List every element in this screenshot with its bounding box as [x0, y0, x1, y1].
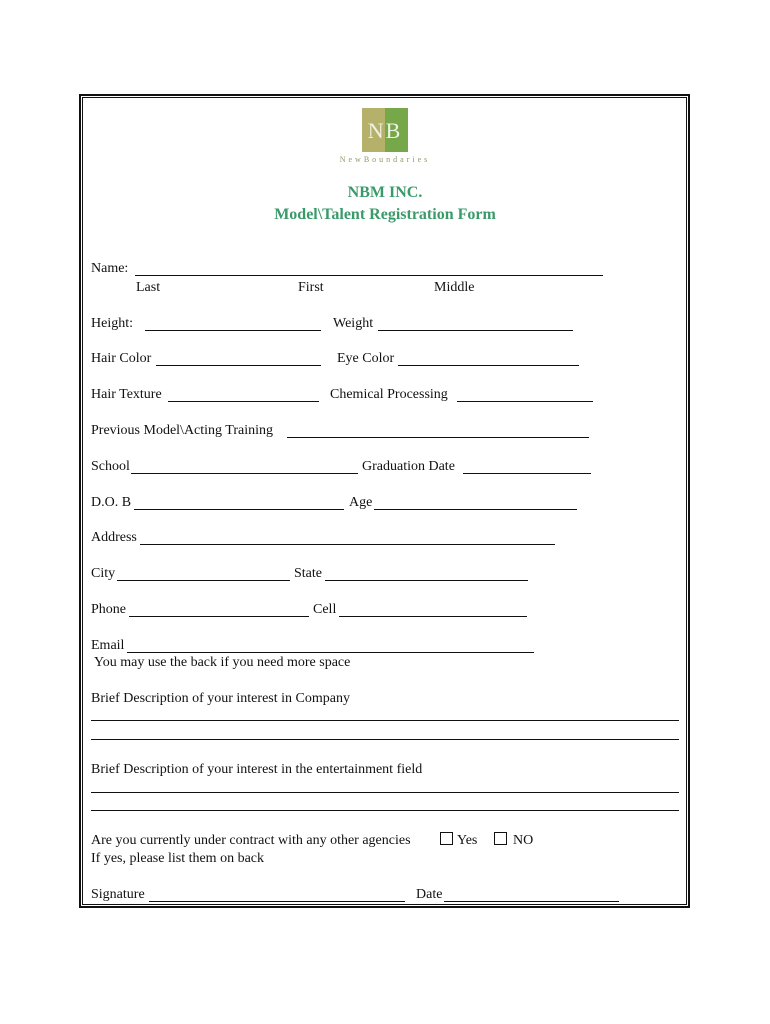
company-interest-label: Brief Description of your interest in Company [91, 691, 350, 706]
email-field[interactable] [127, 652, 534, 653]
name-field[interactable] [135, 275, 603, 276]
no-label: NO [513, 833, 534, 848]
phone-field[interactable] [129, 616, 309, 617]
name-middle-caption: Middle [434, 280, 475, 295]
weight-label: Weight [333, 316, 374, 331]
previous-training-label: Previous Model\Acting Training [91, 423, 274, 438]
chemical-processing-field[interactable] [457, 401, 593, 402]
date-field[interactable] [444, 901, 619, 902]
contract-question: Are you currently under contract with any other agencies [91, 833, 411, 848]
graduation-date-field[interactable] [463, 473, 591, 474]
hair-texture-field[interactable] [168, 401, 319, 402]
previous-training-field[interactable] [287, 437, 589, 438]
city-field[interactable] [117, 580, 290, 581]
school-field[interactable] [131, 473, 358, 474]
name-last-caption: Last [136, 280, 161, 295]
phone-label: Phone [91, 602, 126, 617]
yes-checkbox[interactable] [440, 832, 453, 845]
cell-field[interactable] [339, 616, 527, 617]
logo-tagline: NewBoundaries [339, 155, 431, 164]
state-field[interactable] [325, 580, 528, 581]
list-agencies-note: If yes, please list them on back [91, 851, 265, 866]
weight-field[interactable] [378, 330, 573, 331]
signature-field[interactable] [149, 901, 405, 902]
date-label: Date [416, 887, 443, 902]
city-label: City [91, 566, 116, 581]
logo-monogram: NB [367, 118, 403, 143]
state-label: State [294, 566, 322, 581]
hair-color-label: Hair Color [91, 351, 152, 366]
school-label: School [91, 459, 130, 474]
cell-label: Cell [313, 602, 337, 617]
height-label: Height: [91, 316, 133, 331]
yes-label: Yes [457, 833, 478, 848]
entertainment-interest-line-1[interactable] [91, 792, 679, 793]
email-label: Email [91, 638, 125, 653]
graduation-date-label: Graduation Date [362, 459, 455, 474]
dob-label: D.O. B [91, 495, 132, 510]
chemical-processing-label: Chemical Processing [330, 387, 448, 402]
address-field[interactable] [140, 544, 555, 545]
hair-texture-label: Hair Texture [91, 387, 162, 402]
signature-label: Signature [91, 887, 145, 902]
hair-color-field[interactable] [156, 365, 321, 366]
name-label: Name: [91, 261, 129, 276]
age-field[interactable] [374, 509, 577, 510]
company-logo [362, 108, 408, 152]
address-label: Address [91, 530, 137, 545]
dob-field[interactable] [134, 509, 344, 510]
height-field[interactable] [145, 330, 321, 331]
back-space-note: You may use the back if you need more space [94, 655, 351, 670]
company-name: NBM INC. [347, 184, 423, 201]
company-interest-line-1[interactable] [91, 720, 679, 721]
entertainment-interest-line-2[interactable] [91, 810, 679, 811]
form-title: Model\Talent Registration Form [274, 206, 496, 223]
name-first-caption: First [298, 280, 324, 295]
entertainment-interest-label: Brief Description of your interest in the entertainment field [91, 762, 423, 777]
company-interest-line-2[interactable] [91, 739, 679, 740]
age-label: Age [349, 495, 373, 510]
eye-color-field[interactable] [398, 365, 579, 366]
no-checkbox[interactable] [494, 832, 507, 845]
eye-color-label: Eye Color [337, 351, 395, 366]
